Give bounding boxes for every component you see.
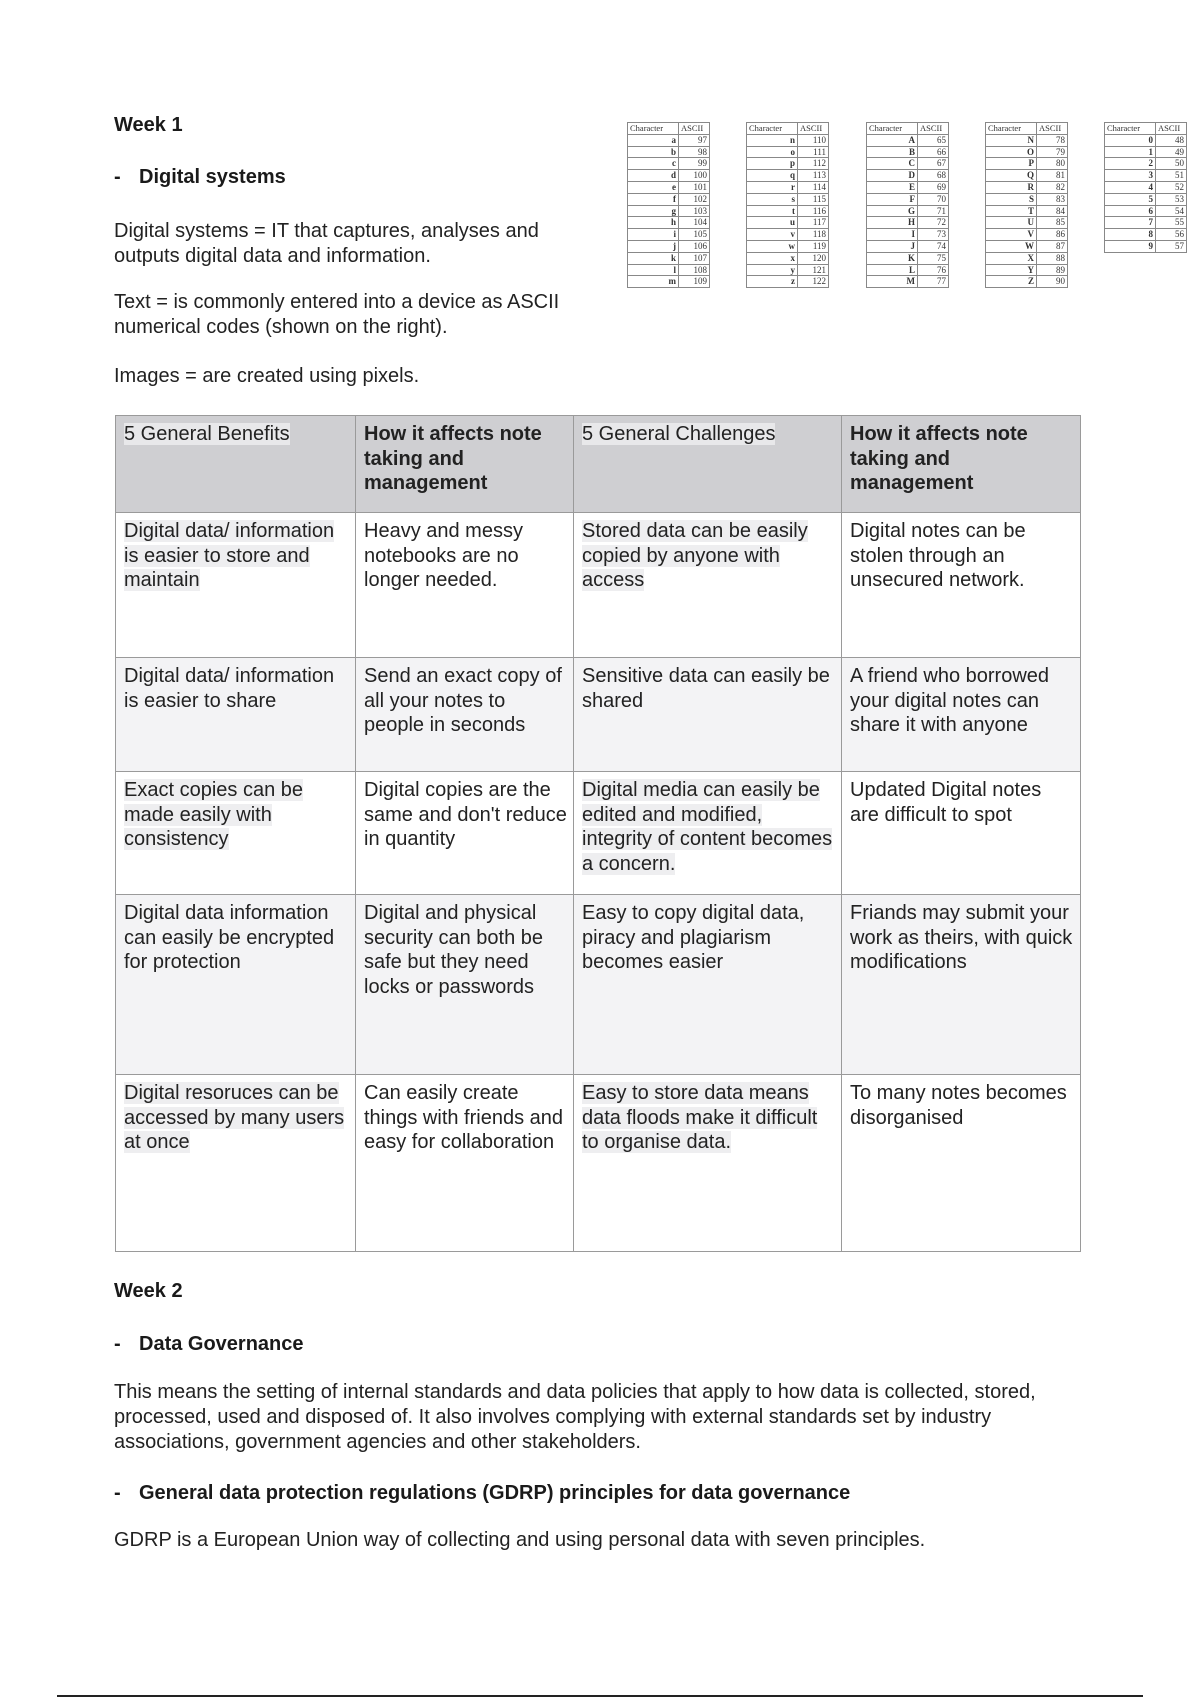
ascii-code: 65: [918, 134, 949, 146]
ascii-code: 79: [1037, 146, 1068, 158]
ascii-code: 100: [679, 170, 710, 182]
header-affects-challenges: How it affects note taking and management: [842, 416, 1081, 513]
ascii-header-code: ASCII: [918, 123, 949, 135]
ascii-character: 6: [1105, 205, 1156, 217]
ascii-code: 76: [918, 264, 949, 276]
ascii-character: Q: [986, 170, 1037, 182]
cell-challenge: Easy to copy digital data, piracy and plagiarism becomes easier: [574, 895, 842, 1075]
ascii-code: 113: [798, 170, 829, 182]
ascii-row: [628, 134, 710, 146]
paragraph-text-ascii: Text = is commonly entered into a device as ASCII numerical codes (shown on the right).: [114, 291, 560, 338]
ascii-row: [628, 170, 710, 182]
ascii-character: O: [986, 146, 1037, 158]
ascii-row: [1105, 158, 1187, 170]
cell-benefit-effect: Digital and physical security can both be safe but they need locks or passwords: [356, 895, 574, 1075]
cell-challenge-effect: A friend who borrowed your digital notes can share it with anyone: [842, 658, 1081, 772]
ascii-character: z: [747, 276, 798, 288]
ascii-row: [867, 252, 949, 264]
ascii-code: 112: [798, 158, 829, 170]
ascii-table-lowercase-a-m: [627, 122, 710, 288]
ascii-character: I: [867, 229, 918, 241]
benefits-challenges-table: [115, 415, 1081, 1252]
ascii-code: 81: [1037, 170, 1068, 182]
week1-heading: Week 1: [114, 114, 183, 136]
ascii-row: [1105, 146, 1187, 158]
ascii-character: g: [628, 205, 679, 217]
ascii-character: E: [867, 181, 918, 193]
ascii-character: s: [747, 193, 798, 205]
section-gdrp-principles: [114, 1482, 850, 1505]
ascii-row: [1105, 217, 1187, 229]
cell-benefit-effect: Heavy and messy notebooks are no longer needed.: [356, 513, 574, 658]
ascii-code: 66: [918, 146, 949, 158]
ascii-row: [986, 181, 1068, 193]
ascii-character: T: [986, 205, 1037, 217]
ascii-code: 98: [679, 146, 710, 158]
table-row: [116, 658, 1081, 772]
ascii-row: [986, 217, 1068, 229]
ascii-row: [747, 252, 829, 264]
ascii-header-character: Character: [867, 123, 918, 135]
ascii-code: 88: [1037, 252, 1068, 264]
ascii-code: 84: [1037, 205, 1068, 217]
ascii-code: 51: [1156, 170, 1187, 182]
ascii-row: [1105, 229, 1187, 241]
ascii-character: 9: [1105, 240, 1156, 252]
ascii-header-code: ASCII: [679, 123, 710, 135]
header-affects-benefits: How it affects note taking and management: [356, 416, 574, 513]
ascii-code: 90: [1037, 276, 1068, 288]
ascii-character: S: [986, 193, 1037, 205]
ascii-row: [628, 181, 710, 193]
ascii-character: R: [986, 181, 1037, 193]
ascii-row: [867, 181, 949, 193]
ascii-code: 55: [1156, 217, 1187, 229]
ascii-row: [867, 146, 949, 158]
ascii-row: [747, 170, 829, 182]
ascii-code: 101: [679, 181, 710, 193]
cell-benefit-effect: Send an exact copy of all your notes to people in seconds: [356, 658, 574, 772]
paragraph-images: Images = are created using pixels.: [114, 365, 420, 387]
ascii-code: 107: [679, 252, 710, 264]
ascii-row: [628, 264, 710, 276]
ascii-character: e: [628, 181, 679, 193]
ascii-code: 105: [679, 229, 710, 241]
ascii-row: [867, 240, 949, 252]
ascii-character: f: [628, 193, 679, 205]
ascii-row: [986, 240, 1068, 252]
ascii-code: 99: [679, 158, 710, 170]
ascii-character: x: [747, 252, 798, 264]
section-digital-systems: [114, 166, 286, 189]
section-title: Digital systems: [139, 166, 286, 188]
ascii-character: t: [747, 205, 798, 217]
ascii-character: 4: [1105, 181, 1156, 193]
ascii-code: 109: [679, 276, 710, 288]
paragraph-data-governance: This means the setting of internal standards and data policies that apply to how data is collected, stored, processed, used and disposed of. It also involves complying with external standards set by industry associations, government agencies and other stakeholders.: [114, 1381, 1036, 1453]
cell-challenge-effect: Digital notes can be stolen through an unsecured network.: [842, 513, 1081, 658]
ascii-code: 118: [798, 229, 829, 241]
ascii-character: Z: [986, 276, 1037, 288]
ascii-character: v: [747, 229, 798, 241]
ascii-code: 50: [1156, 158, 1187, 170]
ascii-header-character: Character: [1105, 123, 1156, 135]
cell-benefit-effect: Can easily create things with friends and easy for collaboration: [356, 1075, 574, 1252]
ascii-code: 73: [918, 229, 949, 241]
ascii-code: 72: [918, 217, 949, 229]
ascii-header-code: ASCII: [1037, 123, 1068, 135]
ascii-row: [867, 276, 949, 288]
week2-heading: Week 2: [114, 1280, 183, 1302]
ascii-code: 97: [679, 134, 710, 146]
ascii-code: 80: [1037, 158, 1068, 170]
ascii-table-lowercase-n-z: [746, 122, 829, 288]
ascii-code: 83: [1037, 193, 1068, 205]
section-title: Data Governance: [139, 1333, 304, 1355]
ascii-character: P: [986, 158, 1037, 170]
ascii-row: [747, 146, 829, 158]
ascii-character: k: [628, 252, 679, 264]
ascii-row: [986, 229, 1068, 241]
ascii-code: 57: [1156, 240, 1187, 252]
ascii-code: 67: [918, 158, 949, 170]
ascii-character: F: [867, 193, 918, 205]
ascii-row: [1105, 134, 1187, 146]
ascii-row: [867, 170, 949, 182]
ascii-character: b: [628, 146, 679, 158]
ascii-header-character: Character: [986, 123, 1037, 135]
ascii-row: [628, 193, 710, 205]
ascii-character: y: [747, 264, 798, 276]
ascii-row: [867, 193, 949, 205]
ascii-header-row: [867, 123, 949, 135]
table-row: [116, 772, 1081, 895]
ascii-row: [747, 229, 829, 241]
ascii-character: C: [867, 158, 918, 170]
ascii-character: V: [986, 229, 1037, 241]
section-title: General data protection regulations (GDRP) principles for data governance: [139, 1482, 851, 1504]
ascii-row: [628, 217, 710, 229]
ascii-character: 7: [1105, 217, 1156, 229]
ascii-code: 115: [798, 193, 829, 205]
cell-benefit: Exact copies can be made easily with consistency: [116, 772, 356, 895]
ascii-code: 70: [918, 193, 949, 205]
ascii-row: [986, 193, 1068, 205]
ascii-character: 3: [1105, 170, 1156, 182]
ascii-code: 106: [679, 240, 710, 252]
section-data-governance: [114, 1333, 304, 1356]
ascii-character: M: [867, 276, 918, 288]
ascii-header-character: Character: [747, 123, 798, 135]
ascii-row: [867, 229, 949, 241]
ascii-character: W: [986, 240, 1037, 252]
ascii-row: [628, 240, 710, 252]
ascii-row: [628, 252, 710, 264]
ascii-row: [747, 264, 829, 276]
ascii-character: d: [628, 170, 679, 182]
ascii-code: 54: [1156, 205, 1187, 217]
ascii-row: [1105, 205, 1187, 217]
ascii-row: [986, 134, 1068, 146]
ascii-code: 53: [1156, 193, 1187, 205]
cell-challenge-effect: Updated Digital notes are difficult to spot: [842, 772, 1081, 895]
ascii-character: J: [867, 240, 918, 252]
ascii-header-code: ASCII: [798, 123, 829, 135]
ascii-row: [747, 240, 829, 252]
ascii-character: A: [867, 134, 918, 146]
ascii-row: [747, 181, 829, 193]
ascii-character: u: [747, 217, 798, 229]
ascii-character: m: [628, 276, 679, 288]
ascii-header-row: [628, 123, 710, 135]
ascii-code: 120: [798, 252, 829, 264]
paragraph-digital-systems: Digital systems = IT that captures, analyses and outputs digital data and information.: [114, 220, 539, 267]
ascii-code: 121: [798, 264, 829, 276]
table-row: [116, 513, 1081, 658]
ascii-character: D: [867, 170, 918, 182]
ascii-row: [986, 264, 1068, 276]
ascii-code: 110: [798, 134, 829, 146]
cell-benefit: Digital data/ information is easier to share: [116, 658, 356, 772]
ascii-row: [1105, 181, 1187, 193]
ascii-character: c: [628, 158, 679, 170]
ascii-character: 5: [1105, 193, 1156, 205]
ascii-code: 48: [1156, 134, 1187, 146]
ascii-character: 8: [1105, 229, 1156, 241]
ascii-table-uppercase-a-m: [866, 122, 949, 288]
ascii-row: [1105, 193, 1187, 205]
cell-challenge-effect: Friands may submit your work as theirs, with quick modifications: [842, 895, 1081, 1075]
ascii-code: 108: [679, 264, 710, 276]
ascii-code: 85: [1037, 217, 1068, 229]
cell-challenge: Digital media can easily be edited and modified, integrity of content becomes a concern.: [574, 772, 842, 895]
ascii-code: 56: [1156, 229, 1187, 241]
ascii-row: [628, 205, 710, 217]
ascii-character: N: [986, 134, 1037, 146]
ascii-character: h: [628, 217, 679, 229]
bullet-dash: -: [114, 1482, 121, 1504]
ascii-row: [747, 134, 829, 146]
ascii-table-uppercase-n-z: [985, 122, 1068, 288]
ascii-table-digits: [1104, 122, 1187, 253]
table-row: [116, 1075, 1081, 1252]
ascii-row: [867, 264, 949, 276]
cell-challenge: Easy to store data means data floods make it difficult to organise data.: [574, 1075, 842, 1252]
cell-challenge: Sensitive data can easily be shared: [574, 658, 842, 772]
ascii-code: 49: [1156, 146, 1187, 158]
ascii-character: i: [628, 229, 679, 241]
ascii-character: p: [747, 158, 798, 170]
ascii-character: Y: [986, 264, 1037, 276]
ascii-row: [986, 146, 1068, 158]
ascii-row: [986, 276, 1068, 288]
ascii-code: 78: [1037, 134, 1068, 146]
ascii-row: [628, 229, 710, 241]
ascii-character: a: [628, 134, 679, 146]
ascii-code: 77: [918, 276, 949, 288]
ascii-code: 114: [798, 181, 829, 193]
ascii-header-row: [986, 123, 1068, 135]
ascii-code: 87: [1037, 240, 1068, 252]
bullet-dash: -: [114, 166, 121, 188]
ascii-code: 82: [1037, 181, 1068, 193]
ascii-row: [1105, 170, 1187, 182]
table-header-row: [116, 416, 1081, 513]
ascii-code: 89: [1037, 264, 1068, 276]
ascii-row: [986, 170, 1068, 182]
ascii-code: 119: [798, 240, 829, 252]
ascii-character: j: [628, 240, 679, 252]
ascii-row: [747, 193, 829, 205]
ascii-character: B: [867, 146, 918, 158]
cell-challenge: Stored data can be easily copied by anyone with access: [574, 513, 842, 658]
ascii-code: 111: [798, 146, 829, 158]
ascii-character: G: [867, 205, 918, 217]
ascii-code: 68: [918, 170, 949, 182]
ascii-row: [747, 158, 829, 170]
ascii-character: H: [867, 217, 918, 229]
ascii-code: 52: [1156, 181, 1187, 193]
ascii-character: L: [867, 264, 918, 276]
ascii-character: 0: [1105, 134, 1156, 146]
ascii-row: [867, 205, 949, 217]
ascii-character: n: [747, 134, 798, 146]
ascii-code: 116: [798, 205, 829, 217]
ascii-character: l: [628, 264, 679, 276]
ascii-row: [986, 252, 1068, 264]
ascii-character: r: [747, 181, 798, 193]
ascii-character: K: [867, 252, 918, 264]
header-challenges: 5 General Challenges: [574, 416, 842, 513]
ascii-character: 1: [1105, 146, 1156, 158]
ascii-character: 2: [1105, 158, 1156, 170]
ascii-code: 69: [918, 181, 949, 193]
ascii-code: 122: [798, 276, 829, 288]
ascii-row: [867, 158, 949, 170]
ascii-code: 102: [679, 193, 710, 205]
ascii-code: 86: [1037, 229, 1068, 241]
cell-benefit: Digital data/ information is easier to store and maintain: [116, 513, 356, 658]
ascii-character: w: [747, 240, 798, 252]
ascii-row: [628, 276, 710, 288]
ascii-character: o: [747, 146, 798, 158]
cell-challenge-effect: To many notes becomes disorganised: [842, 1075, 1081, 1252]
ascii-row: [747, 276, 829, 288]
ascii-row: [986, 205, 1068, 217]
ascii-character: X: [986, 252, 1037, 264]
ascii-row: [1105, 240, 1187, 252]
ascii-row: [747, 205, 829, 217]
ascii-character: q: [747, 170, 798, 182]
ascii-row: [867, 217, 949, 229]
ascii-code: 103: [679, 205, 710, 217]
ascii-header-row: [747, 123, 829, 135]
footer-divider: [57, 1695, 1143, 1697]
ascii-header-code: ASCII: [1156, 123, 1187, 135]
ascii-header-character: Character: [628, 123, 679, 135]
ascii-row: [628, 146, 710, 158]
paragraph-gdrp: GDRP is a European Union way of collecting and using personal data with seven principles.: [114, 1529, 926, 1551]
ascii-code: 74: [918, 240, 949, 252]
ascii-row: [867, 134, 949, 146]
ascii-character: U: [986, 217, 1037, 229]
cell-benefit-effect: Digital copies are the same and don't reduce in quantity: [356, 772, 574, 895]
ascii-header-row: [1105, 123, 1187, 135]
cell-benefit: Digital data information can easily be encrypted for protection: [116, 895, 356, 1075]
ascii-code: 117: [798, 217, 829, 229]
header-benefits: 5 General Benefits: [116, 416, 356, 513]
ascii-code: 104: [679, 217, 710, 229]
ascii-row: [986, 158, 1068, 170]
ascii-code: 75: [918, 252, 949, 264]
bullet-dash: -: [114, 1333, 121, 1355]
table-row: [116, 895, 1081, 1075]
ascii-code: 71: [918, 205, 949, 217]
ascii-row: [628, 158, 710, 170]
ascii-row: [747, 217, 829, 229]
cell-benefit: Digital resoruces can be accessed by many users at once: [116, 1075, 356, 1252]
